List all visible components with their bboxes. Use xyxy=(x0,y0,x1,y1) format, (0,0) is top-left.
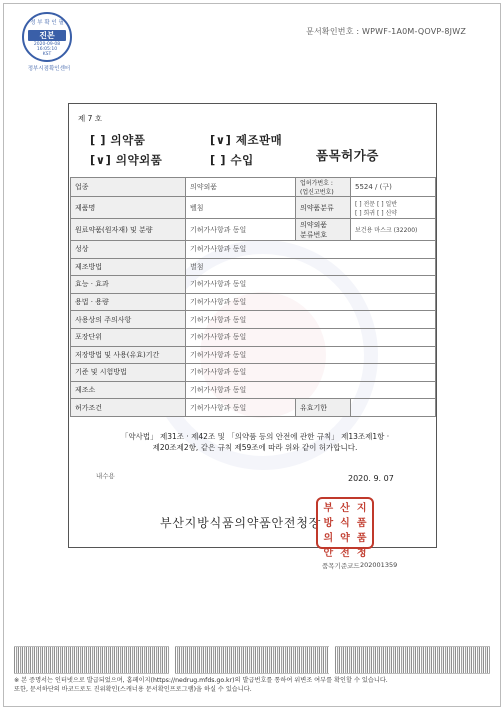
row-label: 제조방법 xyxy=(71,258,186,276)
sub-value: 5524 / (구) xyxy=(351,178,436,197)
row-value: 기허가사항과 동일 xyxy=(186,364,436,382)
row-label: 제조소 xyxy=(71,381,186,399)
barcode xyxy=(175,646,330,674)
seal-char: 식 xyxy=(340,518,350,529)
table-row xyxy=(71,381,436,399)
sub-label: 의약외품 분류번호 xyxy=(296,219,351,241)
barcode xyxy=(335,646,490,674)
row-value: 기허가사항과 동일 xyxy=(186,293,436,311)
stamp-date: 2020-09-08 xyxy=(33,42,61,47)
seal-char: 의 xyxy=(323,533,334,544)
row-label: 사용상의 주의사항 xyxy=(71,311,186,329)
table-row xyxy=(71,258,436,276)
header-option-quasi-drug: [∨] 의약외품 xyxy=(90,153,163,167)
barcode xyxy=(14,646,169,674)
row-value: 별첨 xyxy=(186,258,436,276)
table-row xyxy=(71,364,436,382)
header-option-medicine: [ ] 의약품 xyxy=(90,133,146,147)
legal-basis-text xyxy=(100,432,410,454)
domestic-use-label: 내수용 xyxy=(96,472,115,480)
row-label: 포장단위 xyxy=(71,328,186,346)
document-confirm-number: 문서확인번호 : WPWF-1A0M-QOVP-8JWZ xyxy=(306,27,466,36)
barcode-strip xyxy=(14,646,490,674)
stamp-time: 16:05:10 xyxy=(36,47,58,52)
legal-basis-line-2: 제20조제2항, 같은 규칙 제59조에 따라 위와 같이 허가합니다. xyxy=(152,442,358,452)
row-label: 허가조건 xyxy=(71,399,186,417)
row-label: 기준 및 시험방법 xyxy=(71,364,186,382)
certificate-title: 품목허가증 xyxy=(316,148,379,163)
seal-char: 안 xyxy=(323,548,334,559)
stamp-band: 진본 xyxy=(28,30,66,41)
license-table xyxy=(70,177,436,417)
row-value: 기허가사항과 동일 xyxy=(186,276,436,294)
footer-notice xyxy=(14,677,490,695)
row-value: 의약외품 xyxy=(186,178,296,197)
footer-line-1: ※ 본 증명서는 인터넷으로 발급되었으며, 홈페이지(https://nedrug.mfds.go.kr)의 발급번호를 통하여 위변조 여부를 확인할 수 있습니다. xyxy=(14,677,388,684)
item-code: 202001359 xyxy=(360,561,398,569)
legal-basis-line-1: 「약사법」 제31조 · 제42조 및 「의약품 등의 안전에 관한 규칙」 제13조제1항 · xyxy=(120,432,390,441)
sub-label: 의약품분류 xyxy=(296,197,351,219)
seal-char: 전 xyxy=(340,548,350,559)
row-value: 기허가사항과 동일 xyxy=(186,328,436,346)
row-label: 업종 xyxy=(71,178,186,197)
stamp-bottom: 정부시점확인센터 xyxy=(27,66,71,72)
issuing-authority: 부산지방식품의약품안전청장 xyxy=(160,516,322,530)
stamp-tz: KST xyxy=(42,52,52,57)
seal-char: 청 xyxy=(356,548,367,559)
table-row xyxy=(71,293,436,311)
row-value: 기허가사항과 동일 xyxy=(186,381,436,399)
row-value: 기허가사항과 동일 xyxy=(186,346,436,364)
item-code-label: 품목기준코드 xyxy=(322,562,360,570)
header-option-manufacture: [∨] 제조판매 xyxy=(210,133,283,147)
issue-date: 2020. 9. 07 xyxy=(348,474,394,483)
seal-char: 약 xyxy=(340,533,350,544)
table-row xyxy=(71,197,436,219)
footer-line-2: 또한, 문서하단의 바코드로도 진위확인(스캐너용 문서확인프로그램)을 하실 수 있습니다. xyxy=(14,685,252,693)
stamp-org: 정 부 확 인 필 xyxy=(30,20,64,26)
seal-char: 품 xyxy=(356,533,367,544)
table-row xyxy=(71,346,436,364)
table-row xyxy=(71,399,436,417)
table-row xyxy=(71,241,436,259)
row-label: 용법 · 용량 xyxy=(71,293,186,311)
table-row xyxy=(71,311,436,329)
table-row xyxy=(71,178,436,197)
table-row xyxy=(71,328,436,346)
sub-value: 보건용 마스크 (32200) xyxy=(351,219,436,241)
sub-label: 유효기한 xyxy=(296,399,351,417)
seal-char: 산 xyxy=(340,503,350,514)
seal-char: 방 xyxy=(323,518,334,529)
official-seal xyxy=(316,497,374,559)
header-option-import: [ ] 수입 xyxy=(210,153,254,167)
sub-value xyxy=(351,399,436,417)
authenticity-stamp xyxy=(22,12,72,72)
row-label: 저장방법 및 사용(유효)기간 xyxy=(71,346,186,364)
row-value: 기허가사항과 동일 xyxy=(186,241,436,259)
seal-char: 지 xyxy=(356,503,367,514)
row-label: 성상 xyxy=(71,241,186,259)
row-label: 원료약품(원자재) 및 분량 xyxy=(71,219,186,241)
row-value: 벨침 xyxy=(186,197,296,219)
table-row xyxy=(71,276,436,294)
row-label: 제품명 xyxy=(71,197,186,219)
row-label: 효능 · 효과 xyxy=(71,276,186,294)
row-value: 기허가사항과 동일 xyxy=(186,399,296,417)
table-row xyxy=(71,219,436,241)
row-value: 기허가사항과 동일 xyxy=(186,311,436,329)
form-number: 제 7 호 xyxy=(78,114,103,123)
seal-char: 부 xyxy=(323,503,334,514)
seal-char: 품 xyxy=(356,518,367,529)
row-value: 기허가사항과 동일 xyxy=(186,219,296,241)
sub-value: [ ] 전문 [ ] 일반 [ ] 희귀 [ ] 신약 xyxy=(351,197,436,219)
sub-label: 업허가번호 : (업신고번호) xyxy=(296,178,351,197)
